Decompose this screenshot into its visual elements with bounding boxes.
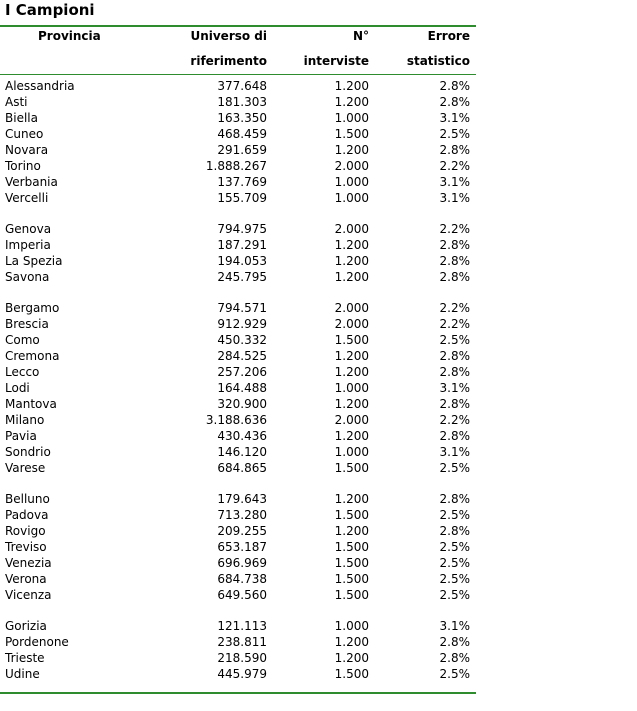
row-group [0,300,476,476]
cell-interviste: 1.500 [334,508,369,522]
cell-provincia: Sondrio [5,445,51,459]
cell-provincia: Novara [5,143,49,157]
cell-interviste: 1.200 [334,365,369,379]
cell-universo: 684.738 [217,572,267,586]
cell-provincia: Vercelli [5,191,49,205]
cell-errore: 3.1% [439,381,470,395]
cell-provincia: Udine [5,667,40,681]
cell-universo: 164.488 [217,381,267,395]
cell-errore: 3.1% [439,191,470,205]
header-universo-line2: riferimento [190,54,267,68]
table-row [0,78,476,94]
cell-provincia: Trieste [5,651,45,665]
cell-interviste: 1.500 [334,333,369,347]
table-row [0,523,476,539]
cell-errore: 3.1% [439,445,470,459]
cell-interviste: 1.200 [334,492,369,506]
table-row [0,507,476,523]
table-row [0,300,476,316]
cell-provincia: Rovigo [5,524,46,538]
cell-errore: 2.8% [439,143,470,157]
header-rule [0,74,476,75]
cell-interviste: 1.000 [334,191,369,205]
cell-errore: 2.8% [439,635,470,649]
table-row [0,539,476,555]
cell-errore: 2.5% [439,333,470,347]
cell-interviste: 1.500 [334,556,369,570]
row-group [0,618,476,682]
cell-errore: 3.1% [439,175,470,189]
cell-provincia: Pavia [5,429,37,443]
cell-interviste: 1.200 [334,397,369,411]
cell-universo: 794.975 [217,222,267,236]
cell-interviste: 1.200 [334,524,369,538]
table-row [0,237,476,253]
cell-interviste: 1.500 [334,127,369,141]
cell-interviste: 1.200 [334,238,369,252]
table-row [0,428,476,444]
cell-universo: 3.188.636 [205,413,267,427]
cell-errore: 2.5% [439,667,470,681]
table-row [0,555,476,571]
cell-universo: 146.120 [217,445,267,459]
header-provincia [38,24,101,49]
cell-universo: 179.643 [217,492,267,506]
cell-interviste: 1.200 [334,79,369,93]
cell-provincia: Verona [5,572,47,586]
cell-provincia: Lecco [5,365,40,379]
cell-provincia: Vicenza [5,588,52,602]
table-row [0,650,476,666]
table-body [0,78,476,697]
table-row [0,316,476,332]
cell-errore: 2.2% [439,317,470,331]
cell-universo: 794.571 [217,301,267,315]
cell-universo: 291.659 [217,143,267,157]
cell-errore: 2.8% [439,651,470,665]
cell-universo: 430.436 [217,429,267,443]
table-row [0,587,476,603]
cell-interviste: 1.200 [334,651,369,665]
cell-interviste: 1.000 [334,445,369,459]
header-errore-line2: statistico [406,54,470,68]
bottom-rule [0,692,476,694]
cell-errore: 2.8% [439,365,470,379]
page-title: I Campioni [5,1,95,19]
table-row [0,444,476,460]
table-row [0,126,476,142]
cell-provincia: Asti [5,95,28,109]
cell-universo: 684.865 [217,461,267,475]
cell-universo: 1.888.267 [205,159,267,173]
table-row [0,380,476,396]
cell-interviste: 1.500 [334,572,369,586]
cell-errore: 2.8% [439,95,470,109]
cell-universo: 245.795 [217,270,267,284]
cell-provincia: La Spezia [5,254,63,268]
table-row [0,174,476,190]
cell-errore: 2.8% [439,79,470,93]
cell-errore: 2.8% [439,349,470,363]
cell-errore: 2.5% [439,540,470,554]
cell-errore: 2.5% [439,508,470,522]
cell-interviste: 1.200 [334,270,369,284]
cell-errore: 2.2% [439,159,470,173]
table-row [0,460,476,476]
cell-errore: 3.1% [439,111,470,125]
cell-interviste: 1.200 [334,429,369,443]
cell-provincia: Torino [5,159,41,173]
header-interviste-line2: interviste [303,54,369,68]
cell-universo: 912.929 [217,317,267,331]
header-universo-line1: Universo di [190,29,267,43]
table-row [0,110,476,126]
cell-universo: 238.811 [217,635,267,649]
cell-interviste: 1.200 [334,143,369,157]
cell-errore: 2.5% [439,588,470,602]
cell-universo: 468.459 [217,127,267,141]
table-row [0,364,476,380]
row-group [0,78,476,206]
header-interviste [304,24,369,74]
cell-provincia: Venezia [5,556,52,570]
cell-universo: 137.769 [217,175,267,189]
cell-interviste: 1.200 [334,349,369,363]
header-errore-line1: Errore [427,29,470,43]
cell-interviste: 1.000 [334,381,369,395]
cell-provincia: Savona [5,270,50,284]
cell-universo: 713.280 [217,508,267,522]
cell-universo: 653.187 [217,540,267,554]
cell-provincia: Genova [5,222,52,236]
cell-interviste: 2.000 [334,159,369,173]
cell-provincia: Verbania [5,175,58,189]
cell-errore: 2.5% [439,556,470,570]
cell-universo: 218.590 [217,651,267,665]
header-errore [407,24,470,74]
table-row [0,269,476,285]
cell-errore: 2.2% [439,222,470,236]
table-row [0,666,476,682]
table-row [0,221,476,237]
cell-universo: 696.969 [217,556,267,570]
cell-errore: 2.5% [439,127,470,141]
cell-errore: 2.8% [439,524,470,538]
cell-interviste: 1.500 [334,540,369,554]
cell-errore: 2.5% [439,572,470,586]
cell-universo: 284.525 [217,349,267,363]
cell-universo: 320.900 [217,397,267,411]
cell-errore: 2.5% [439,461,470,475]
cell-universo: 377.648 [217,79,267,93]
cell-errore: 3.1% [439,619,470,633]
cell-provincia: Lodi [5,381,30,395]
row-group [0,491,476,603]
cell-interviste: 2.000 [334,301,369,315]
cell-interviste: 2.000 [334,413,369,427]
cell-errore: 2.8% [439,429,470,443]
cell-provincia: Cremona [5,349,60,363]
cell-errore: 2.8% [439,254,470,268]
cell-interviste: 1.500 [334,461,369,475]
cell-universo: 450.332 [217,333,267,347]
cell-provincia: Treviso [5,540,47,554]
cell-universo: 163.350 [217,111,267,125]
cell-interviste: 1.000 [334,619,369,633]
cell-provincia: Imperia [5,238,51,252]
table-row [0,571,476,587]
cell-provincia: Biella [5,111,38,125]
header-provincia-label: Provincia [38,29,101,43]
cell-interviste: 1.200 [334,254,369,268]
cell-errore: 2.8% [439,397,470,411]
cell-interviste: 1.000 [334,175,369,189]
table-row [0,253,476,269]
cell-provincia: Cuneo [5,127,44,141]
table-row [0,396,476,412]
cell-provincia: Alessandria [5,79,75,93]
cell-errore: 2.8% [439,492,470,506]
cell-interviste: 1.200 [334,95,369,109]
cell-interviste: 2.000 [334,317,369,331]
table-row [0,634,476,650]
cell-provincia: Gorizia [5,619,47,633]
cell-interviste: 1.500 [334,588,369,602]
cell-interviste: 1.500 [334,667,369,681]
table-row [0,142,476,158]
cell-universo: 445.979 [217,667,267,681]
cell-errore: 2.8% [439,238,470,252]
table-row [0,348,476,364]
table-row [0,190,476,206]
cell-universo: 257.206 [217,365,267,379]
cell-errore: 2.2% [439,413,470,427]
cell-provincia: Padova [5,508,49,522]
cell-universo: 209.255 [217,524,267,538]
table-row [0,158,476,174]
header-interviste-line1: N° [352,29,369,43]
table-row [0,491,476,507]
cell-interviste: 2.000 [334,222,369,236]
table-row [0,412,476,428]
table-row [0,332,476,348]
cell-provincia: Bergamo [5,301,60,315]
cell-provincia: Varese [5,461,46,475]
cell-universo: 181.303 [217,95,267,109]
cell-provincia: Mantova [5,397,57,411]
cell-universo: 187.291 [217,238,267,252]
cell-provincia: Brescia [5,317,49,331]
cell-universo: 649.560 [217,588,267,602]
cell-interviste: 1.200 [334,635,369,649]
cell-universo: 155.709 [217,191,267,205]
cell-interviste: 1.000 [334,111,369,125]
cell-provincia: Pordenone [5,635,69,649]
table-row [0,618,476,634]
cell-provincia: Belluno [5,492,50,506]
cell-errore: 2.2% [439,301,470,315]
cell-provincia: Milano [5,413,45,427]
cell-provincia: Como [5,333,40,347]
cell-errore: 2.8% [439,270,470,284]
cell-universo: 194.053 [217,254,267,268]
row-group [0,221,476,285]
header-universo [190,24,267,74]
table-row [0,94,476,110]
cell-universo: 121.113 [217,619,267,633]
